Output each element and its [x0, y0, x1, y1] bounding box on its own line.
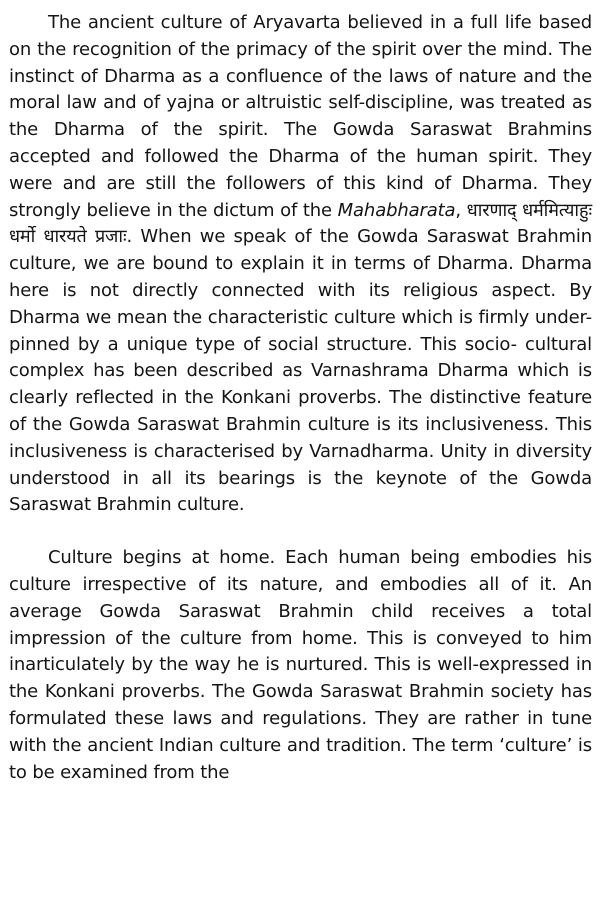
paragraph-culture-at-home	[9, 545, 592, 786]
paragraph-text: The ancient culture of Aryavarta believed in a full life based on the recognition of the primacy of the spirit over the mind. The instinct of Dharma as a confluence of the laws of nature and the moral law and of yajna or altruistic self-discipline, was treated as the Dharma of the spirit. The Gowda Saraswat Brahmins accepted and followed the Dharma of the human spirit. They were and are still the followers of this kind of Dharma. They strongly believe in the dictum of the	[9, 12, 592, 221]
paragraph-dharma	[9, 10, 592, 519]
paragraph-text: , धारणाद् धर्ममित्याहुः धर्मो धारयते प्रजाः. When we speak of the Gowda Saraswat Brahmin culture, we are bound to explain it in terms of Dharma. Dharma here is not directly connected with its religious aspect. By Dharma we mean the characteristic culture which is firmly under- pinned by a unique type of social structure. This socio- cultural complex has been described as Varnashrama Dharma which is clearly reflected in the Konkani proverbs. The distinctive feature of the Gowda Saraswat Brahmin culture is its inclusiveness. This inclusiveness is characterised by Varnadharma. Unity in diversity understood in all its bearings is the keynote of the Gowda Saraswat Brahmin culture.	[9, 199, 592, 516]
paragraph-text: Culture begins at home. Each human being embodies his culture irrespective of its nature, and embodies all of it. An average Gowda Saraswat Brahmin child receives a total impression of the culture from home. This is conveyed to him inarticulately by the way he is nurtured. This is well-expressed in the Konkani proverbs. The Gowda Saraswat Brahmin society has formulated these laws and regulations. They are rather in tune with the ancient Indian culture and tradition. The term ‘culture’ is to be examined from the	[9, 547, 592, 783]
book-title-mahabharata: Mahabharata	[337, 199, 456, 221]
